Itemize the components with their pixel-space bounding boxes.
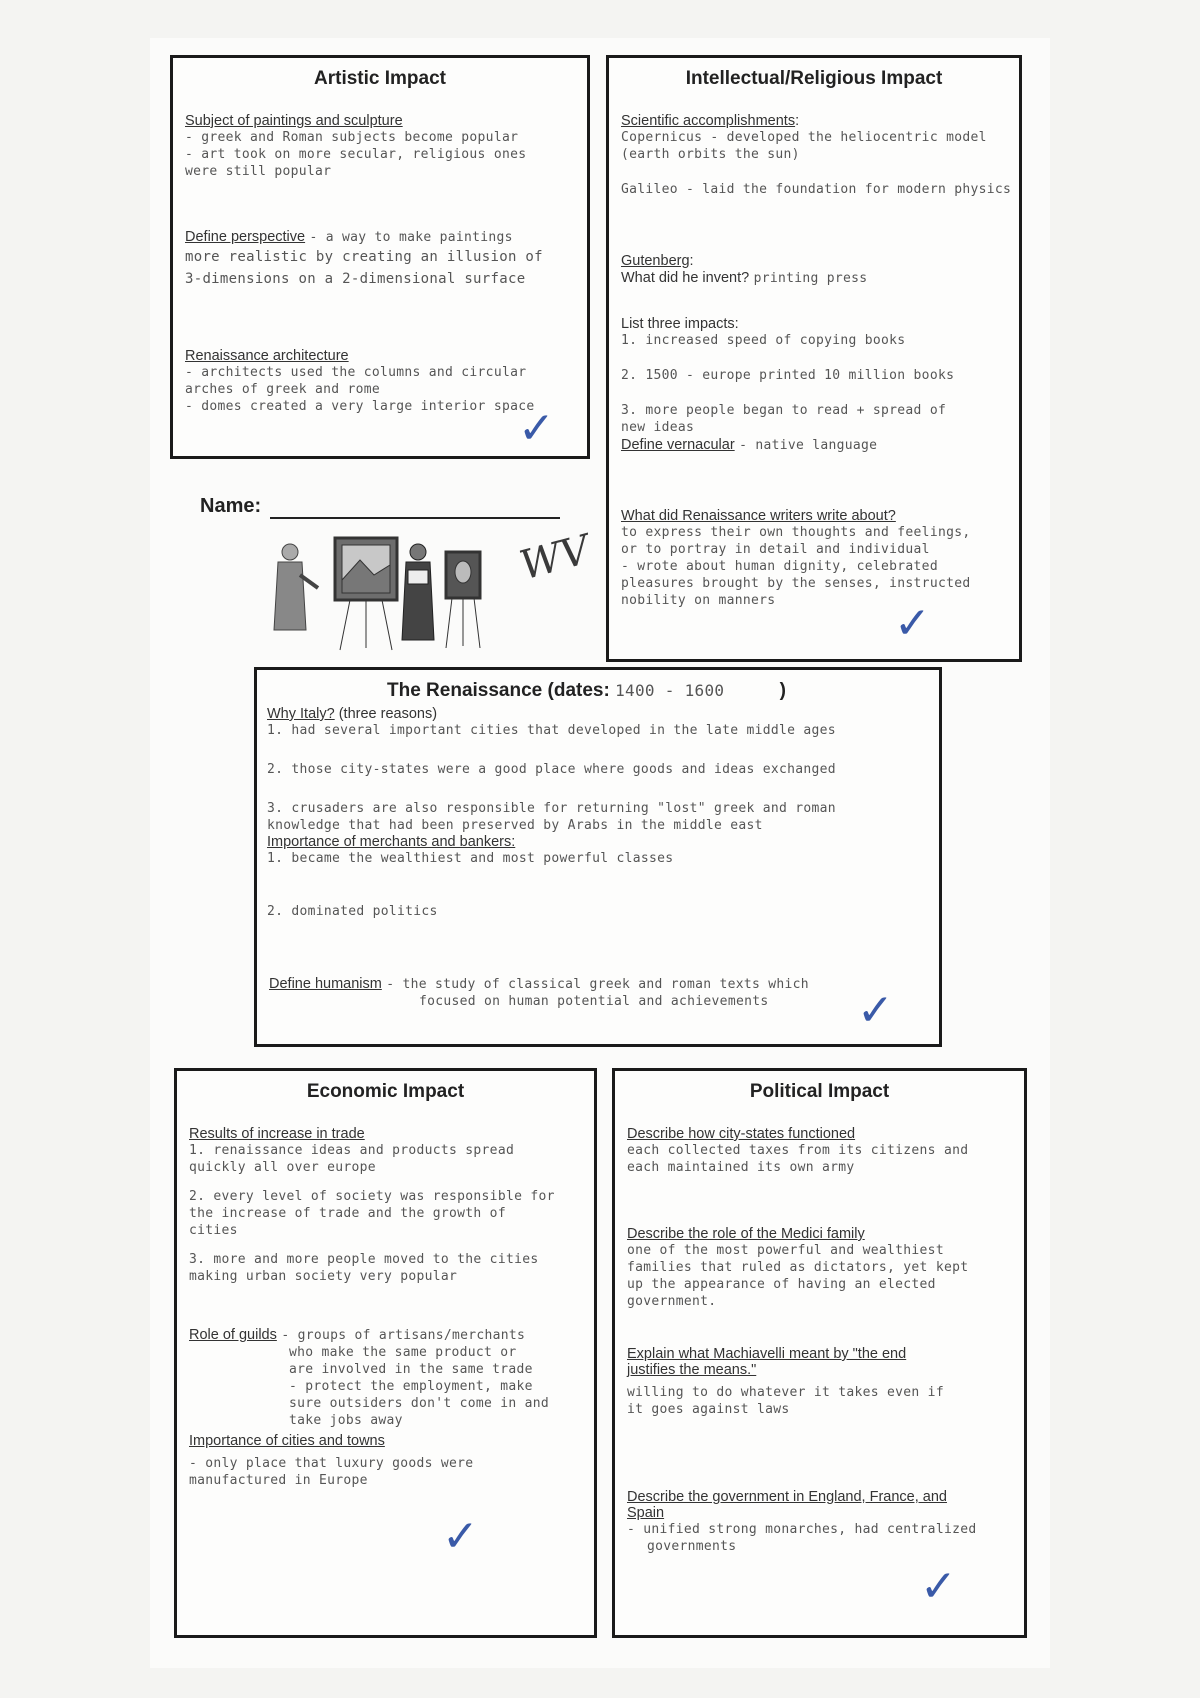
intellectual-a3-line: 1. increased speed of copying books [621,333,906,348]
renaissance-title-prefix: The Renaissance (dates: [387,680,610,701]
intellectual-impact-box [606,55,1022,662]
renaissance-q1: Why Italy? [267,706,335,722]
artistic-q2: Define perspective [185,229,306,245]
economic-a1-line: 1. renaissance ideas and products spread [189,1143,515,1158]
political-a4-line: governments [647,1539,737,1554]
intellectual-title: Intellectual/Religious Impact [685,68,943,89]
political-a4-line: - unified strong monarches, had centralized [627,1522,977,1537]
check-mark-icon: ✓ [894,598,931,649]
economic-a2-line: - groups of artisans/merchants [281,1328,526,1343]
economic-q2: Role of guilds [189,1327,277,1343]
political-a2-line: government. [627,1294,717,1309]
name-field[interactable] [270,517,560,519]
intellectual-a1-line: (earth orbits the sun) [621,147,800,162]
economic-a1-line: 3. more and more people moved to the cities [189,1252,539,1267]
political-a1-line: each collected taxes from its citizens and [627,1143,969,1158]
artistic-a3-line: - domes created a very large interior space [185,399,535,414]
economic-a2-line: who make the same product or [289,1345,517,1360]
renaissance-a1-line: knowledge that had been preserved by Arabs in the middle east [267,818,763,833]
artistic-q1: Subject of paintings and sculpture [185,113,403,129]
intellectual-a5-line: or to portray in detail and individual [621,542,930,557]
intellectual-q2: Gutenberg [621,253,690,269]
artistic-impact-box [170,55,590,459]
artistic-a1-line: were still popular [185,164,332,179]
renaissance-a3-line: - the study of classical greek and roman texts which [386,977,809,992]
economic-a2-line: are involved in the same trade [289,1362,533,1377]
intellectual-a3-line: new ideas [621,420,695,435]
check-mark-icon: ✓ [857,985,894,1036]
political-a2-line: one of the most powerful and wealthiest [627,1243,944,1258]
political-a1-line: each maintained its own army [627,1160,855,1175]
artistic-a1-line: - art took on more secular, religious ones [185,147,527,162]
renaissance-dates: 1400 - 1600 [615,681,725,700]
artistic-a2-line: 3-dimensions on a 2-dimensional surface [185,271,526,287]
intellectual-a1-galileo: Galileo - laid the foundation for modern physics [621,182,1012,197]
figure-right [402,544,434,640]
intellectual-q1: Scientific accomplishments [621,113,796,129]
painting-easel-right [446,552,480,648]
political-q2: Describe the role of the Medici family [627,1226,865,1242]
check-mark-icon: ✓ [442,1511,479,1562]
intellectual-q2-suffix: : [689,253,694,269]
intellectual-a5-line: pleasures brought by the senses, instructed [621,576,971,591]
renaissance-title-suffix: ) [779,680,786,701]
painting-easel-left [335,538,397,650]
economic-a1-line: quickly all over europe [189,1160,376,1175]
renaissance-a2-line: 1. became the wealthiest and most powerful classes [267,851,674,866]
renaissance-a1-line: 2. those city-states were a good place where goods and ideas exchanged [267,762,836,777]
renaissance-a2-line: 2. dominated politics [267,904,438,919]
economic-a3-line: manufactured in Europe [189,1473,368,1488]
political-a3-line: willing to do whatever it takes even if [627,1385,944,1400]
artistic-a3-line: - architects used the columns and circular [185,365,527,380]
artistic-a2-line: - a way to make paintings [309,230,513,245]
initials-signature: WV [515,526,595,590]
political-q3: Explain what Machiavelli meant by "the end [627,1346,907,1362]
artistic-a2-line: more realistic by creating an illusion of [185,249,543,265]
political-a2-line: up the appearance of having an elected [627,1277,936,1292]
political-q4b: Spain [627,1505,665,1521]
name-label: Name: [200,495,262,517]
intellectual-a5-line: to express their own thoughts and feelings, [621,525,971,540]
intellectual-a5-line: nobility on manners [621,593,776,608]
artistic-title: Artistic Impact [314,68,446,89]
political-impact-box [612,1068,1027,1638]
economic-q1: Results of increase in trade [189,1126,365,1142]
renaissance-box [254,667,942,1047]
renaissance-q1-suffix: (three reasons) [334,706,438,722]
political-title: Political Impact [749,1081,890,1102]
political-q1: Describe how city-states functioned [627,1126,856,1142]
renaissance-a1-line: 1. had several important cities that developed in the late middle ages [267,723,836,738]
political-a2-line: families that ruled as dictators, yet kept [627,1260,969,1275]
economic-a2-line: - protect the employment, make [289,1379,533,1394]
economic-a1-line: the increase of trade and the growth of [189,1206,506,1221]
political-q3b: justifies the means." [627,1362,757,1378]
intellectual-q2b: What did he invent? [621,270,750,286]
artistic-q3: Renaissance architecture [185,348,349,364]
renaissance-q2: Importance of merchants and bankers: [267,834,516,850]
economic-q3: Importance of cities and towns [189,1433,385,1449]
economic-impact-box [174,1068,597,1638]
intellectual-q3: List three impacts: [621,316,739,332]
intellectual-a3-line: 3. more people began to read + spread of [621,403,947,418]
intellectual-q4: Define vernacular [621,437,735,453]
artistic-a3-line: arches of greek and rome [185,382,381,397]
intellectual-a1-line: Copernicus - developed the heliocentric model [621,130,987,145]
renaissance-title [387,680,786,702]
political-q4: Describe the government in England, France, and [627,1489,947,1505]
artistic-a1-line: - greek and Roman subjects become popular [185,130,519,145]
economic-a1-line: 2. every level of society was responsible for [189,1189,555,1204]
intellectual-a5-line: - wrote about human dignity, celebrated [621,559,938,574]
economic-title: Economic Impact [306,1081,465,1102]
renaissance-a1-line: 3. crusaders are also responsible for returning "lost" greek and roman [267,801,836,816]
intellectual-a3-line: 2. 1500 - europe printed 10 million books [621,368,955,383]
renaissance-q3: Define humanism [269,976,382,992]
intellectual-a4: - native language [739,438,878,453]
economic-a3-line: - only place that luxury goods were [189,1456,474,1471]
political-a3-line: it goes against laws [627,1402,790,1417]
intellectual-q1-suffix: : [795,113,800,129]
intellectual-a2: printing press [753,271,868,286]
check-mark-icon: ✓ [518,403,555,454]
economic-a1-line: cities [189,1223,238,1238]
intellectual-q5: What did Renaissance writers write about? [621,508,896,524]
economic-a2-line: take jobs away [289,1413,403,1428]
renaissance-illustration [270,530,490,655]
check-mark-icon: ✓ [920,1561,957,1612]
economic-a2-line: sure outsiders don't come in and [289,1396,550,1411]
figure-left [274,544,318,630]
renaissance-a3-line: focused on human potential and achievements [419,994,769,1009]
economic-a1-line: making urban society very popular [189,1269,458,1284]
